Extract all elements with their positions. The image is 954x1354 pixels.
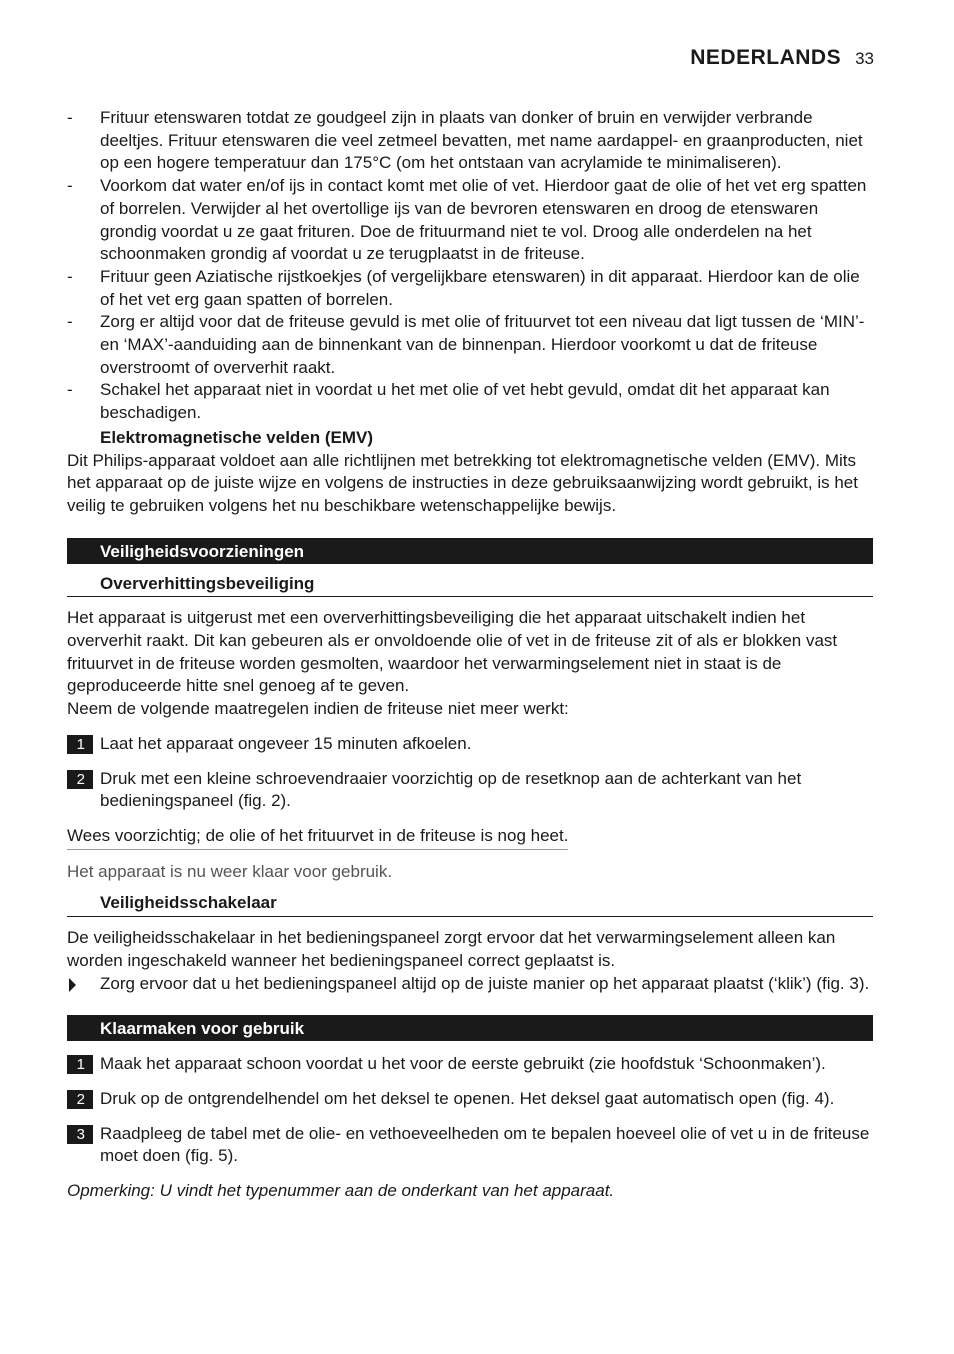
result-text: Het apparaat is nu weer klaar voor gebruik. [67, 861, 393, 881]
step-text: Raadpleeg de tabel met de olie- en vethoeveelheden om te bepalen hoeveel olie of vet u in de friteuse moet doen (fig. 5). [100, 1123, 870, 1166]
step-number: 1 [67, 735, 93, 754]
page-content [67, 107, 873, 1203]
step-text: Druk op de ontgrendelhendel om het deksel te openen. Het deksel gaat automatisch open (fig. 4). [100, 1088, 835, 1108]
arrow-bullet-icon [69, 978, 76, 992]
section-title-safety: Veiligheidsvoorzieningen [67, 538, 873, 564]
intro-bullet-list [67, 107, 873, 425]
switch-heading: Veiligheidsschakelaar [67, 892, 873, 917]
list-item: - Schakel het apparaat niet in voordat u het met olie of vet hebt gevuld, omdat dit het apparaat kan beschadigen. [67, 379, 873, 424]
language-label: NEDERLANDS [690, 46, 842, 69]
note-text: Opmerking: U vindt het typenummer aan de onderkant van het apparaat. [67, 1181, 615, 1201]
step-text: Druk met een kleine schroevendraaier voorzichtig op de resetknop aan de achterkant van het bedieningspaneel (fig. 2). [100, 768, 802, 811]
overheat-heading: Oververhittingsbeveiliging [67, 573, 873, 598]
step-number: 2 [67, 770, 93, 789]
step-number: 2 [67, 1090, 93, 1109]
step-number: 3 [67, 1125, 93, 1144]
warning-text: Wees voorzichtig; de olie of het frituurvet in de friteuse is nog heet. [67, 825, 568, 850]
step-item [67, 1123, 873, 1168]
emv-heading: Elektromagnetische velden (EMV) [100, 427, 374, 447]
step-number: 1 [67, 1055, 93, 1074]
list-item: - Frituur etenswaren totdat ze goudgeel zijn in plaats van donker of bruin en verwijder verbrande deeltjes. Frituur etenswaren die veel zetmeel bevatten, met name aardappel- en graanproducten, niet op een hogere temperatuur dan 175°C (om het ontstaan van acrylamide te minimaliseren). [67, 107, 873, 175]
switch-text: De veiligheidsschakelaar in het bedieningspaneel zorgt ervoor dat het verwarmingselement alleen kan worden ingeschakeld wanneer het bedieningspaneel correct geplaatst is. [67, 928, 836, 970]
step-item [67, 733, 873, 756]
step-text: Maak het apparaat schoon voordat u het voor de eerste gebruikt (zie hoofdstuk ‘Schoonmaken’). [100, 1054, 826, 1074]
step-item [67, 1088, 873, 1111]
overheat-text: Het apparaat is uitgerust met een oververhittingsbeveiliging die het apparaat uitschakelt indien het oververhit raakt. Dit kan gebeuren als er onvoldoende olie of vet in de friteuse zit of als er blokken vast frituurvet in de friteuse worden gesmolten, waardoor het verwarmingselement niet in staat is de geproduceerde hitte snel genoeg af te geven. [67, 608, 838, 696]
overheat-instruction: Neem de volgende maatregelen indien de friteuse niet meer werkt: [67, 699, 569, 719]
step-text: Laat het apparaat ongeveer 15 minuten afkoelen. [100, 733, 472, 753]
list-item: - Zorg er altijd voor dat de friteuse gevuld is met olie of frituurvet tot een niveau dat ligt tussen de ‘MIN’- en ‘MAX’-aanduiding aan de binnenkant van de binnenpan. Hierdoor voorkomt u dat de friteuse overstroomt of oververhit raakt. [67, 311, 873, 379]
page-number: 33 [855, 49, 874, 68]
emv-text: Dit Philips-apparaat voldoet aan alle richtlijnen met betrekking tot elektromagnetische velden (EMV). Mits het apparaat op de juiste wijze en volgens de instructies in deze gebruiksaanwijzing wordt gebruikt, is het veilig te gebruiken volgens het nu beschikbare wetenschappelijke bewijs. [67, 450, 858, 515]
page-header [690, 46, 874, 70]
step-item [67, 768, 873, 813]
list-item: - Frituur geen Aziatische rijstkoekjes (of vergelijkbare etenswaren) in dit apparaat. Hierdoor kan de olie of het vet erg gaan spatten of borrelen. [67, 266, 873, 311]
list-item: - Voorkom dat water en/of ijs in contact komt met olie of vet. Hierdoor gaat de olie of het vet erg spatten of borrelen. Verwijder al het overtollige ijs van de bevroren etenswaren en droog de etenswaren grondig voordat u ze gaat frituren. Doe de frituurmand niet te vol. Droog alle onderdelen na het schoonmaken grondig af voordat u ze terugplaatst in de friteuse. [67, 175, 873, 266]
step-item [67, 1053, 873, 1076]
section-title-prepare: Klaarmaken voor gebruik [67, 1015, 873, 1041]
instruction-item [67, 973, 873, 996]
instruction-text: Zorg ervoor dat u het bedieningspaneel altijd op de juiste manier op het apparaat plaatst (‘klik’) (fig. 3). [100, 973, 870, 993]
